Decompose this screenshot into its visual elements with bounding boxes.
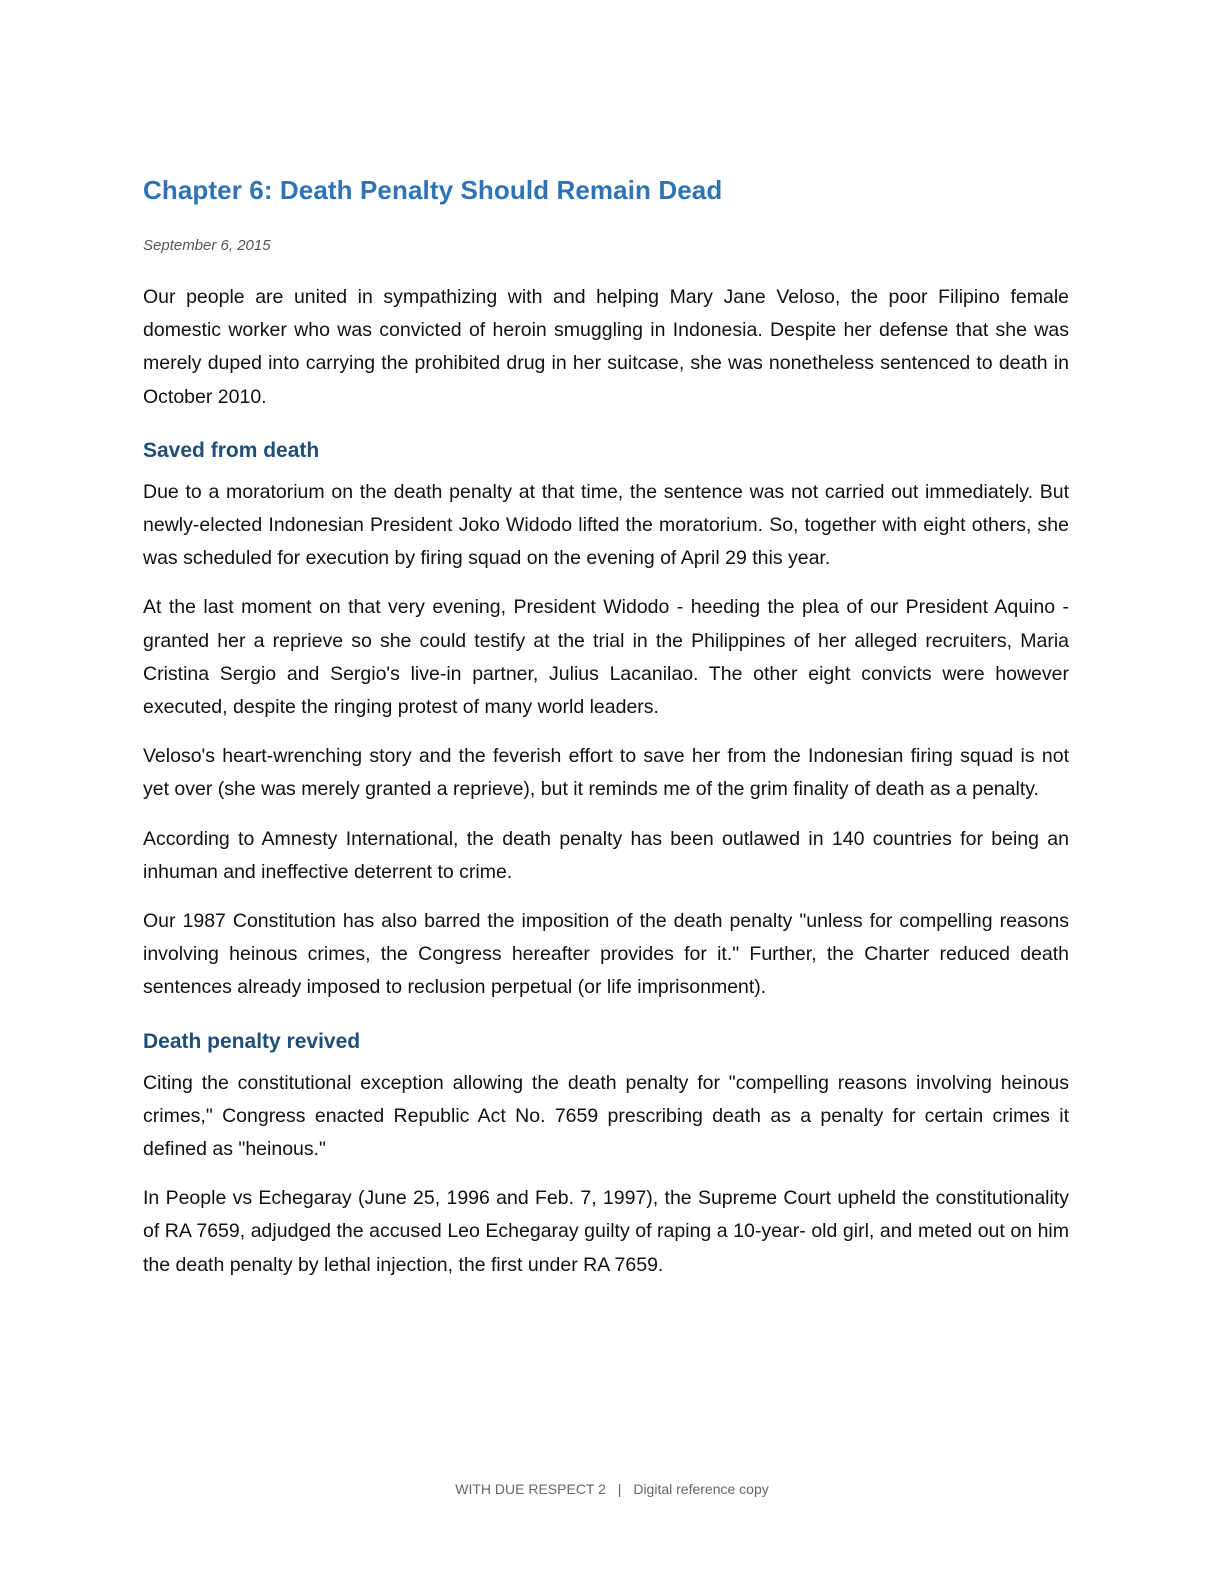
- body-paragraph: According to Amnesty International, the death penalty has been outlawed in 140 countries for being an inhuman and ineffective deterrent to crime.: [143, 827, 1069, 883]
- publication-date: September 6, 2015: [143, 237, 271, 254]
- section-heading-death-penalty-revived: Death penalty revived: [143, 1029, 361, 1053]
- body-paragraph: Veloso's heart-wrenching story and the feverish effort to save her from the Indonesian firing squad is not yet over (she was merely granted a reprieve), but it reminds me of the grim finality of death as a penalty.: [143, 745, 1069, 801]
- body-paragraph: Our 1987 Constitution has also barred the imposition of the death penalty "unless for compelling reasons involving heinous crimes, the Congress hereafter provides for it." Further, the Charter reduced death sentences already imposed to reclusion perpetual (or life imprisonment).: [143, 910, 1069, 999]
- footer-book-title: WITH DUE RESPECT 2: [455, 1481, 606, 1497]
- footer-note: Digital reference copy: [633, 1481, 769, 1497]
- page-footer: [0, 1479, 1224, 1499]
- intro-paragraph: Our people are united in sympathizing with and helping Mary Jane Veloso, the poor Filipino female domestic worker who was convicted of heroin smuggling in Indonesia. Despite her defense that she was merely duped into carrying the prohibited drug in her suitcase, she was nonetheless sentenced to death in October 2010.: [143, 286, 1069, 408]
- body-paragraph: Due to a moratorium on the death penalty at that time, the sentence was not carried out immediately. But newly-elected Indonesian President Joko Widodo lifted the moratorium. So, together with eight others, she was scheduled for execution by firing squad on the evening of April 29 this year.: [143, 480, 1069, 570]
- footer-separator: |: [617, 1481, 622, 1497]
- body-paragraph: At the last moment on that very evening, President Widodo - heeding the plea of our President Aquino - granted her a reprieve so she could testify at the trial in the Philippines of her alleged recruiters, Maria Cristina Sergio and Sergio's live-in partner, Julius Lacanilao. The other eight convicts were however executed, despite the ringing protest of many world leaders.: [143, 596, 1069, 719]
- document-page: [143, 168, 1069, 1282]
- chapter-title: Chapter 6: Death Penalty Should Remain Dead: [143, 175, 723, 205]
- body-paragraph: Citing the constitutional exception allowing the death penalty for "compelling reasons involving heinous crimes," Congress enacted Republic Act No. 7659 prescribing death as a penalty for certain crimes it defined as "heinous.": [143, 1071, 1069, 1161]
- section-heading-saved-from-death: Saved from death: [143, 438, 320, 462]
- body-paragraph: In People vs Echegaray (June 25, 1996 and Feb. 7, 1997), the Supreme Court upheld the constitutionality of RA 7659, adjudged the accused Leo Echegaray guilty of raping a 10-year- old girl, and meted out on him the death penalty by lethal injection, the first under RA 7659.: [143, 1187, 1069, 1276]
